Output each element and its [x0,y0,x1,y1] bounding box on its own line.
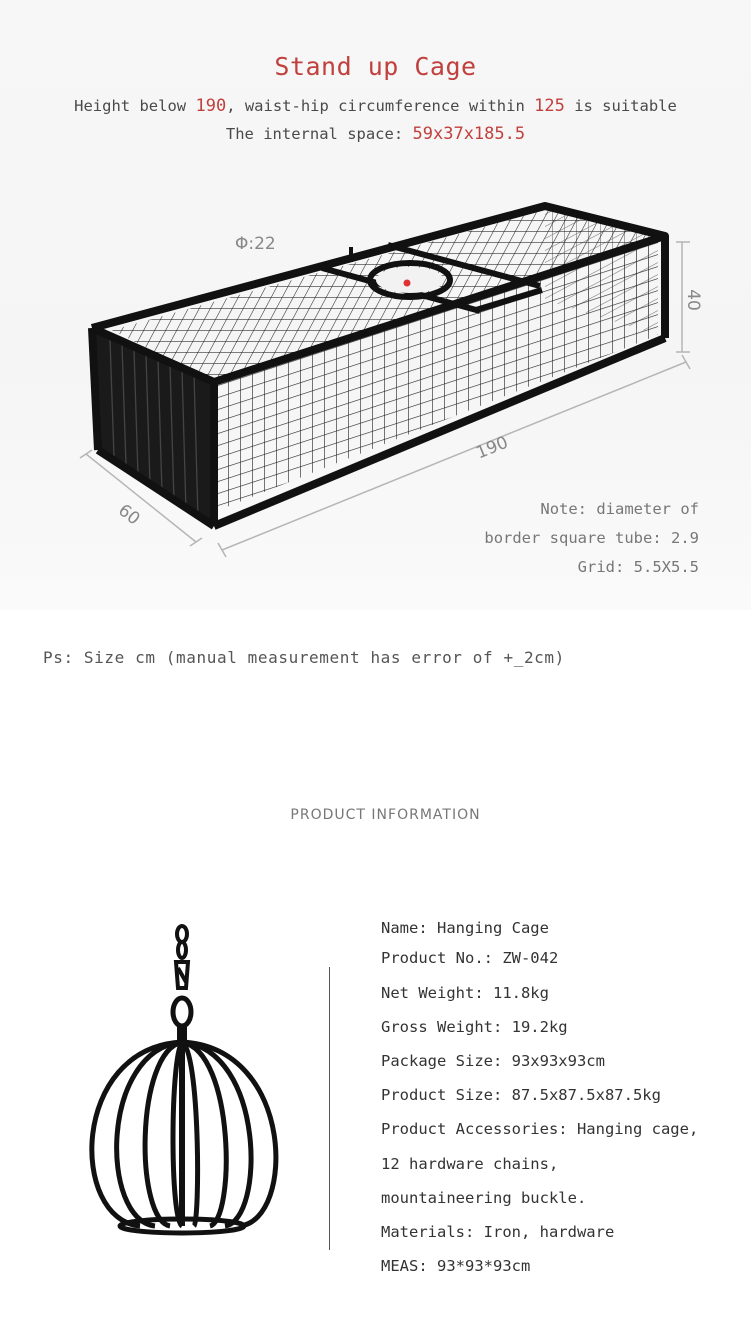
info-accessories: Product Accessories: Hanging cage, [381,1120,699,1138]
info-net-weight: Net Weight: 11.8kg [381,984,549,1002]
suitability-line [0,96,751,116]
suitability-middle: , waist-hip circumference within [226,97,535,115]
section-heading: PRODUCT INFORMATION [290,807,481,823]
suitability-prefix: Height below [74,97,196,115]
info-meas: MEAS: 93*93*93cm [381,1257,531,1275]
suitability-suffix: is suitable [564,97,677,115]
info-name: Name: Hanging Cage [381,919,549,937]
height-label: 40 [682,289,703,311]
info-accessories-3: mountaineering buckle. [381,1189,587,1207]
neck-hole [376,267,444,293]
width-label: 60 [114,500,144,530]
waist-value: 125 [534,96,565,116]
info-product-size: Product Size: 87.5x87.5x87.5kg [381,1086,661,1104]
note-line-2: border square tube: 2.9 [484,529,699,547]
info-accessories-2: 12 hardware chains, [381,1155,559,1173]
length-label: 190 [473,432,512,464]
note-line-3: Grid: 5.5X5.5 [577,558,699,576]
stand-up-cage-image [0,180,751,580]
info-materials: Materials: Iron, hardware [381,1223,615,1241]
height-value: 190 [195,96,227,116]
info-gross-weight: Gross Weight: 19.2kg [381,1018,568,1036]
internal-space-line [0,124,751,144]
diameter-label: Φ:22 [235,234,276,254]
vertical-divider [329,967,330,1250]
info-product-no: Product No.: ZW-042 [381,949,559,967]
center-marker [404,280,411,287]
hanging-chain [173,926,191,1026]
ps-note: Ps: Size cm (manual measurement has error of +_2cm) [43,648,565,667]
info-package-size: Package Size: 93x93x93cm [381,1052,605,1070]
internal-space-value: 59x37x185.5 [412,124,526,144]
page-title: Stand up Cage [274,52,477,81]
internal-space-label: The internal space: [225,125,413,143]
hanging-cage-image [60,920,310,1250]
note-line-1: Note: diameter of [540,500,699,518]
